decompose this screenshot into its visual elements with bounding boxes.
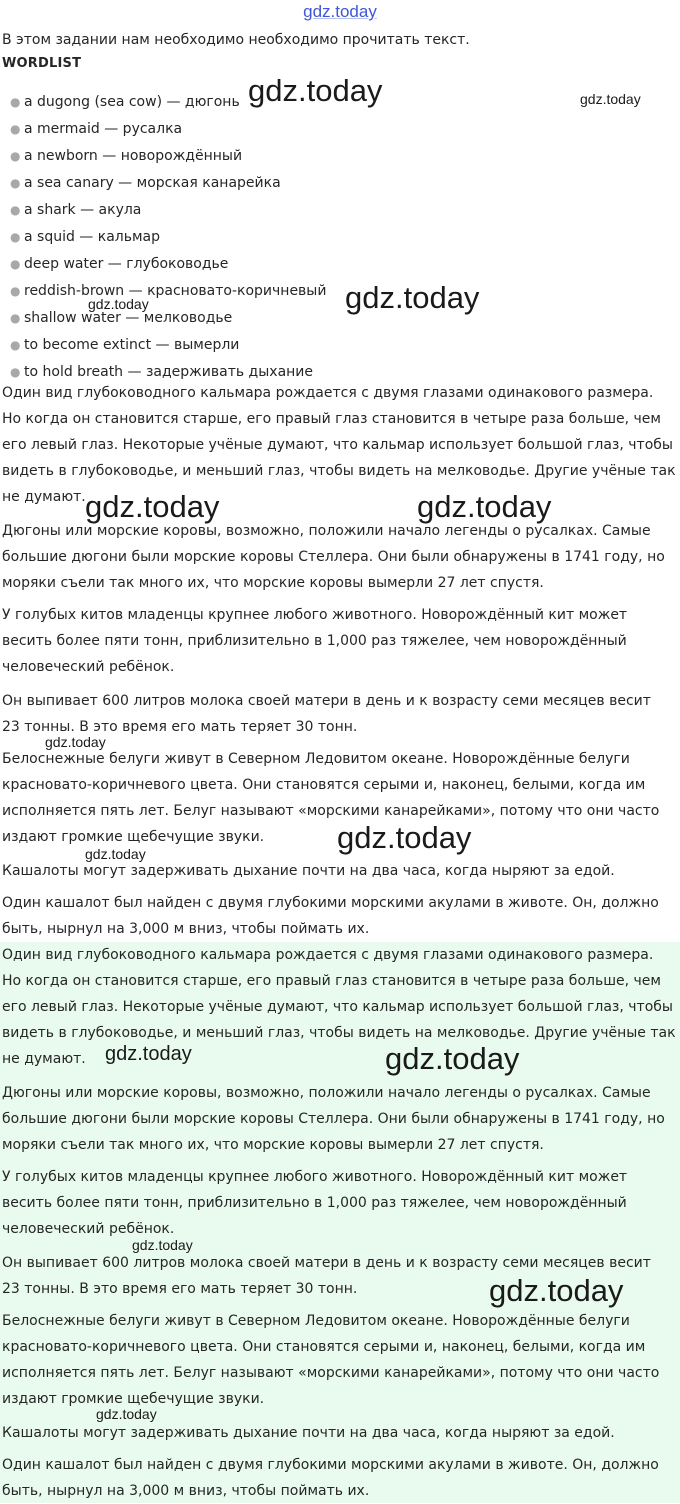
paragraph-milk: Он выпивает 600 литров молока своей матери в день и к возрасту семи месяцев весит 23 тонны. В это время его мать теряет 30 тонн. [2,693,651,735]
intro-text: В этом задании нам необходимо необходимо прочитать текст. [2,32,470,48]
wordlist-item: ● a squid — кальмар [10,224,326,251]
wordlist-item: ● to hold breath — задерживать дыхание [10,359,326,386]
watermark: gdz.today [45,734,106,750]
paragraph-sperm-whale-breath: Кашалоты могут задерживать дыхание почти на два часа, когда ныряют за едой. [2,863,615,879]
bullet-icon: ● [10,230,21,244]
wordlist-item: ● shallow water — мелководье [10,305,326,332]
paragraph-sperm-whale-sharks: Один кашалот был найден с двумя глубокими морскими акулами в животе. Он, должно быть, нырнул на 3,000 м вниз, чтобы поймать их. [2,895,659,937]
wordlist-item: ● a mermaid — русалка [10,116,326,143]
bullet-icon: ● [10,338,21,352]
site-link[interactable]: gdz.today [303,2,377,21]
paragraph-beluga: Белоснежные белуги живут в Северном Ледовитом океане. Новорождённые белуги красновато-коричневого цвета. Они становятся серыми и, наконец, белыми, когда им исполняется пять лет. Белуг называют «морскими канарейками», потому что они часто издают громкие щебечущие звуки. [2,751,660,845]
bullet-icon: ● [10,95,21,109]
wordlist-item: ● deep water — глубоководье [10,251,326,278]
paragraph-dugong: Дюгоны или морские коровы, возможно, положили начало легенды о русалках. Самые большие дюгони были морские коровы Стеллера. Они были обнаружены в 1741 году, но моряки съели так много их, что морские коровы вымерли 27 лет спустя. [2,1085,665,1153]
watermark: gdz.today [345,280,480,315]
watermark: gdz.today [96,1406,157,1422]
translation-block-green [0,942,680,1503]
watermark: gdz.today [580,91,641,107]
bullet-icon: ● [10,365,21,379]
watermark: gdz.today [132,1237,193,1253]
bullet-icon: ● [10,284,21,298]
wordlist-item: ● reddish-brown — красновато-коричневый [10,278,326,305]
translation-block [0,380,680,942]
paragraph-dugong: Дюгоны или морские коровы, возможно, положили начало легенды о русалках. Самые большие дюгони были морские коровы Стеллера. Они были обнаружены в 1741 году, но моряки съели так много их, что морские коровы вымерли 27 лет спустя. [2,523,665,591]
watermark: gdz.today [337,820,472,855]
watermark: gdz.today [248,73,383,108]
wordlist [10,89,326,386]
paragraph-whale: У голубых китов младенцы крупнее любого животного. Новорождённый кит может весить более пяти тонн, приблизительно в 1,000 раз тяжелее, чем новорождённый человеческий ребёнок. [2,607,628,675]
watermark: gdz.today [385,1041,520,1076]
wordlist-item: ● a newborn — новорождённый [10,143,326,170]
paragraph-squid: Один вид глубоководного кальмара рождается с двумя глазами одинакового размера. Но когда он становится старше, его правый глаз становится в четыре раза больше, чем его левый глаз. Некоторые учёные думают, что кальмар использует большой глаз, чтобы видеть в глубоководье, и меньший глаз, чтобы видеть на мелководье. Другие учёные так не думают. [2,947,676,1067]
paragraph-milk: Он выпивает 600 литров молока своей матери в день и к возрасту семи месяцев весит 23 тонны. В это время его мать теряет 30 тонн. [2,1255,651,1297]
wordlist-title: WORDLIST [2,56,82,71]
paragraph-squid: Один вид глубоководного кальмара рождается с двумя глазами одинакового размера. Но когда он становится старше, его правый глаз становится в четыре раза больше, чем его левый глаз. Некоторые учёные думают, что кальмар использует большой глаз, чтобы видеть в глубоководье, и меньший глаз, чтобы видеть на мелководье. Другие учёные так не думают. [2,385,676,505]
watermark: gdz.today [417,489,552,524]
bullet-icon: ● [10,149,21,163]
paragraph-whale: У голубых китов младенцы крупнее любого животного. Новорождённый кит может весить более пяти тонн, приблизительно в 1,000 раз тяжелее, чем новорождённый человеческий ребёнок. [2,1169,628,1237]
bullet-icon: ● [10,311,21,325]
paragraph-beluga: Белоснежные белуги живут в Северном Ледовитом океане. Новорождённые белуги красновато-коричневого цвета. Они становятся серыми и, наконец, белыми, когда им исполняется пять лет. Белуг называют «морскими канарейками», потому что они часто издают громкие щебечущие звуки. [2,1313,660,1407]
watermark: gdz.today [85,846,146,862]
watermark: gdz.today [88,296,149,312]
wordlist-item: ● a sea canary — морская канарейка [10,170,326,197]
wordlist-item: ● to become extinct — вымерли [10,332,326,359]
wordlist-item: ● a shark — акула [10,197,326,224]
bullet-icon: ● [10,176,21,190]
bullet-icon: ● [10,257,21,271]
wordlist-item: ● a dugong (sea cow) — дюгонь [10,89,326,116]
bullet-icon: ● [10,203,21,217]
watermark: gdz.today [105,1043,192,1065]
watermark: gdz.today [85,489,220,524]
paragraph-sperm-whale-breath: Кашалоты могут задерживать дыхание почти на два часа, когда ныряют за едой. [2,1425,615,1441]
bullet-icon: ● [10,122,21,136]
paragraph-sperm-whale-sharks: Один кашалот был найден с двумя глубокими морскими акулами в животе. Он, должно быть, нырнул на 3,000 м вниз, чтобы поймать их. [2,1457,659,1499]
watermark: gdz.today [489,1273,624,1308]
